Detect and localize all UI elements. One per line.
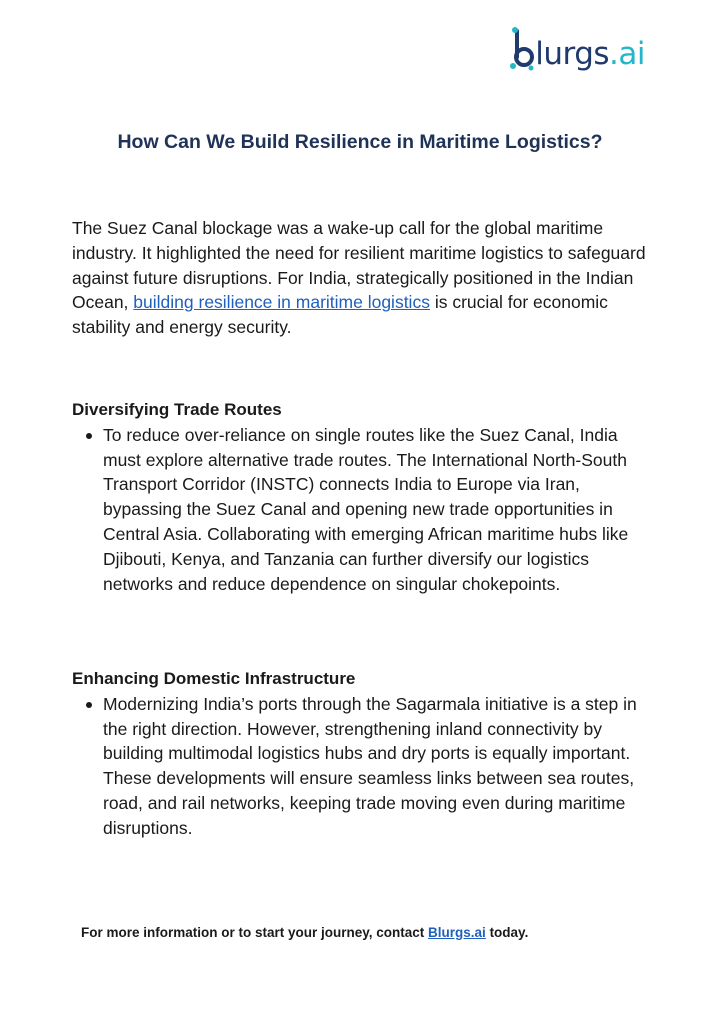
list-item-text: Modernizing India’s ports through the Sagarmala initiative is a step in the right direction. However, strengthening inland connectivity by building multimodal logistics hubs and dry ports is equally important. These developments will ensure seamless links between sea routes, road, and rail networks, keeping trade moving even during maritime disruptions.	[103, 693, 637, 838]
footer-cta	[81, 925, 528, 940]
bullet-list	[72, 423, 652, 597]
footer-text-before: For more information or to start your journey, contact	[81, 925, 429, 940]
list-item-text: To reduce over-reliance on single routes like the Suez Canal, India must explore alternative trade routes. The International North-South Transport Corridor (INSTC) connects India to Europe via Iran, bypassing the Suez Canal and opening new trade opportunities in Central Asia. Collaborating with emerging African maritime hubs like Djibouti, Kenya, and Tanzania can further diversify our logistics networks and reduce dependence on singular chokepoints.	[103, 424, 629, 594]
brand-logo	[510, 26, 645, 72]
section-diversifying-trade-routes	[72, 398, 652, 596]
blurgs-link[interactable]: Blurgs.ai	[428, 925, 486, 940]
list-item	[72, 423, 652, 597]
list-item	[72, 692, 652, 841]
resilience-link[interactable]: building resilience in maritime logistics	[133, 292, 430, 313]
blurgs-b-logo-icon	[510, 26, 534, 72]
brand-wordmark	[535, 36, 645, 72]
bullet-dot-icon	[86, 433, 92, 439]
section-heading: Enhancing Domestic Infrastructure	[72, 669, 356, 688]
intro-text-before: The Suez Canal blockage was a wake-up call for the global maritime industry. It highlighted the need for resilient maritime logistics to safeguard against future disruptions. For India, strategically positioned in the Indian Ocean,	[72, 218, 646, 313]
intro-paragraph	[72, 216, 652, 340]
page-title: How Can We Build Resilience in Maritime Logistics?	[117, 131, 603, 153]
bullet-list	[72, 692, 652, 841]
intro-text-after: is crucial for economic stability and energy security.	[72, 292, 608, 338]
brand-name: lurgs	[535, 36, 610, 72]
footer-text-after: today.	[485, 925, 529, 940]
section-enhancing-domestic-infrastructure	[72, 667, 652, 841]
brand-suffix: .ai	[609, 36, 645, 72]
bullet-dot-icon	[86, 702, 92, 708]
section-heading: Diversifying Trade Routes	[72, 400, 282, 419]
